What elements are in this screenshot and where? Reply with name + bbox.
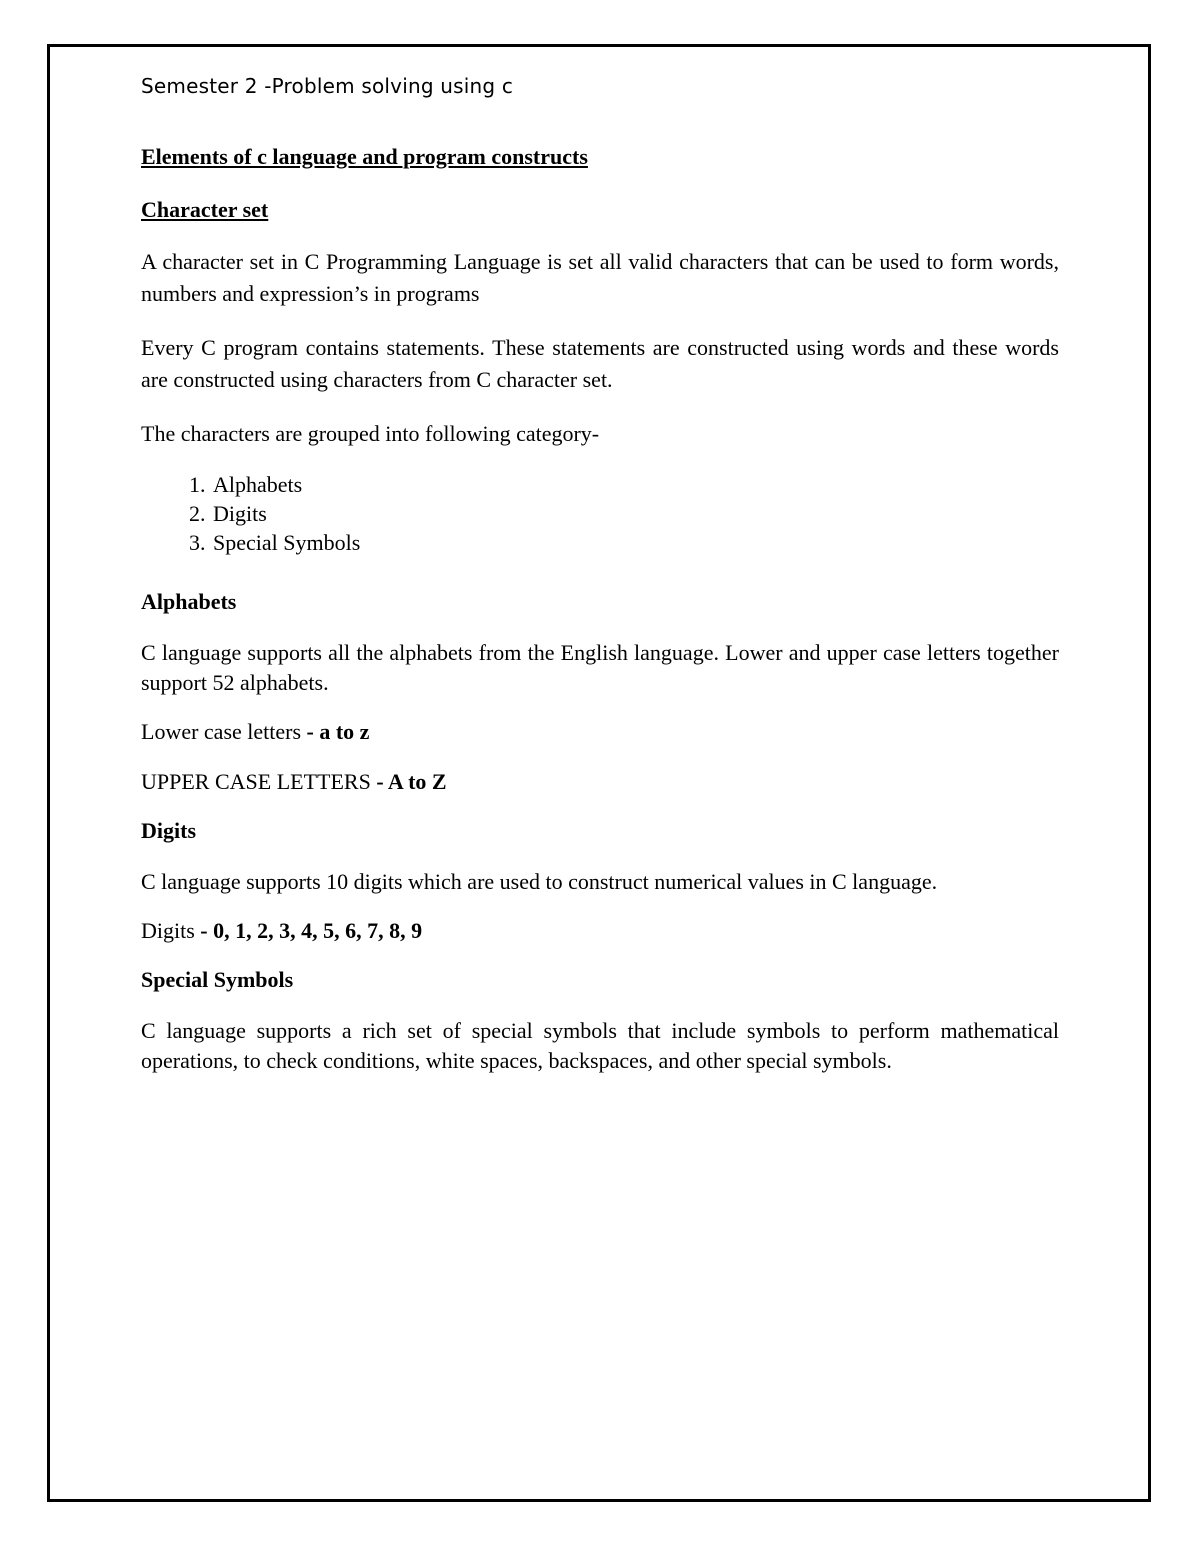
lower-case-value: - a to z	[306, 719, 370, 744]
special-symbols-heading: Special Symbols	[141, 967, 294, 992]
upper-case-value: - A to Z	[376, 769, 447, 794]
list-item: 3. Special Symbols	[211, 528, 1059, 557]
lower-case-label: Lower case letters	[141, 719, 307, 744]
digits-label: Digits	[141, 918, 201, 943]
character-set-paragraph-1: A character set in C Programming Language is set all valid characters that can be used to form words, numbers and expression’s in programs	[141, 249, 1059, 306]
character-set-paragraph-2: Every C program contains statements. These statements are constructed using words and these words are constructed using characters from C character set.	[141, 335, 1059, 392]
list-item: 1. Alphabets	[211, 470, 1059, 499]
digits-paragraph: C language supports 10 digits which are used to construct numerical values in C language.	[141, 869, 938, 894]
character-set-heading: Character set	[141, 197, 269, 222]
digits-heading: Digits	[141, 818, 196, 843]
alphabets-paragraph: C language supports all the alphabets from the English language. Lower and upper case letters together support 52 alphabets.	[141, 640, 1059, 695]
lower-case-line	[141, 716, 1059, 748]
category-list	[141, 470, 1059, 557]
upper-case-label: UPPER CASE LETTERS	[141, 769, 377, 794]
document-content	[141, 72, 1059, 1076]
special-symbols-paragraph: C language supports a rich set of special symbols that include symbols to perform mathematical operations, to check conditions, white spaces, backspaces, and other special symbols.	[141, 1018, 1059, 1073]
upper-case-line	[141, 766, 1059, 798]
running-header: Semester 2 -Problem solving using c	[141, 74, 514, 98]
document-title: Elements of c language and program constructs	[141, 144, 588, 169]
alphabets-heading: Alphabets	[141, 589, 237, 614]
character-set-paragraph-3: The characters are grouped into following category-	[141, 421, 600, 446]
digits-line	[141, 915, 1059, 947]
digits-value: - 0, 1, 2, 3, 4, 5, 6, 7, 8, 9	[200, 918, 423, 943]
list-item: 2. Digits	[211, 499, 1059, 528]
